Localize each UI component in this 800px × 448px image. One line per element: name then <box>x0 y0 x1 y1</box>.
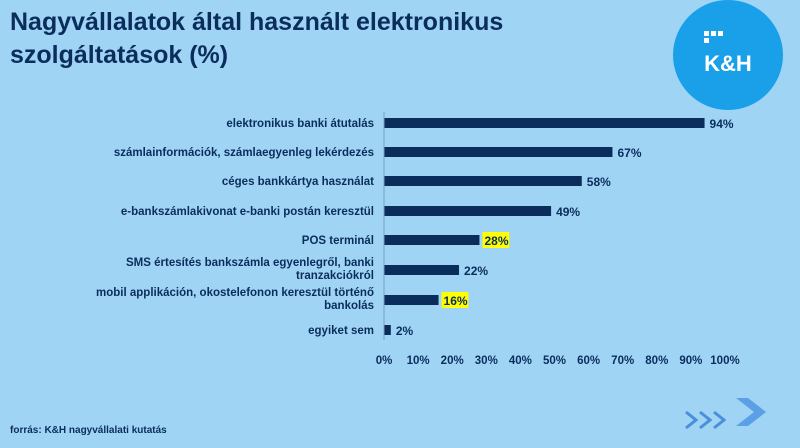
data-label: 2% <box>395 324 414 338</box>
category-label: mobil applikáción, okostelefonon keresztül történő <box>96 287 374 299</box>
bar <box>384 147 612 157</box>
bar <box>384 235 479 245</box>
data-label: 67% <box>617 146 642 160</box>
chevron-icon <box>736 398 766 426</box>
category-label: számlainformációk, számlaegyenleg lekérdezés <box>113 147 374 159</box>
category-label: egyiket sem <box>308 325 374 337</box>
logo-text: K&H <box>704 51 752 76</box>
category-label: céges bankkártya használat <box>221 176 374 188</box>
bar <box>384 206 551 216</box>
x-tick-label: 60% <box>577 355 601 367</box>
x-tick-label: 20% <box>440 355 464 367</box>
x-tick-label: 100% <box>710 355 740 367</box>
data-label: 49% <box>556 205 581 219</box>
bar <box>384 295 439 305</box>
x-tick-label: 0% <box>375 355 393 367</box>
category-label: elektronikus banki átutalás <box>226 118 374 130</box>
data-label: 58% <box>586 175 611 189</box>
x-tick-label: 10% <box>406 355 430 367</box>
source-note: forrás: K&H nagyvállalati kutatás <box>10 425 167 436</box>
bar <box>384 265 459 275</box>
chevron-icon <box>714 412 724 428</box>
bars-layer <box>96 117 734 338</box>
x-tick-label: 50% <box>542 355 567 367</box>
x-tick-label: 30% <box>474 355 498 367</box>
bar <box>384 176 582 186</box>
bar <box>384 118 705 128</box>
data-label: 28% <box>484 234 509 248</box>
category-label: bankolás <box>324 300 374 312</box>
chart-title-line-1: Nagyvállalatok által használt elektronikus <box>10 8 504 36</box>
bar <box>384 325 391 335</box>
x-tick-label: 70% <box>611 355 635 367</box>
category-label: SMS értesítés bankszámla egyenlegről, banki <box>126 257 374 269</box>
x-tick-label: 40% <box>508 355 532 367</box>
data-label: 94% <box>709 117 734 131</box>
chevrons-icon <box>678 392 778 436</box>
category-label: POS terminál <box>301 235 374 247</box>
data-label: 16% <box>443 294 468 308</box>
chevron-icon <box>700 412 710 428</box>
category-label: tranzakciókról <box>296 270 374 282</box>
x-tick-label: 90% <box>679 355 703 367</box>
data-label: 22% <box>464 264 489 278</box>
x-tick-label: 80% <box>645 355 669 367</box>
chart-title-line-2: szolgáltatások (%) <box>10 41 229 69</box>
category-label: e-bankszámlakivonat e-banki postán keresztül <box>120 206 374 218</box>
chevron-icon <box>686 412 696 428</box>
